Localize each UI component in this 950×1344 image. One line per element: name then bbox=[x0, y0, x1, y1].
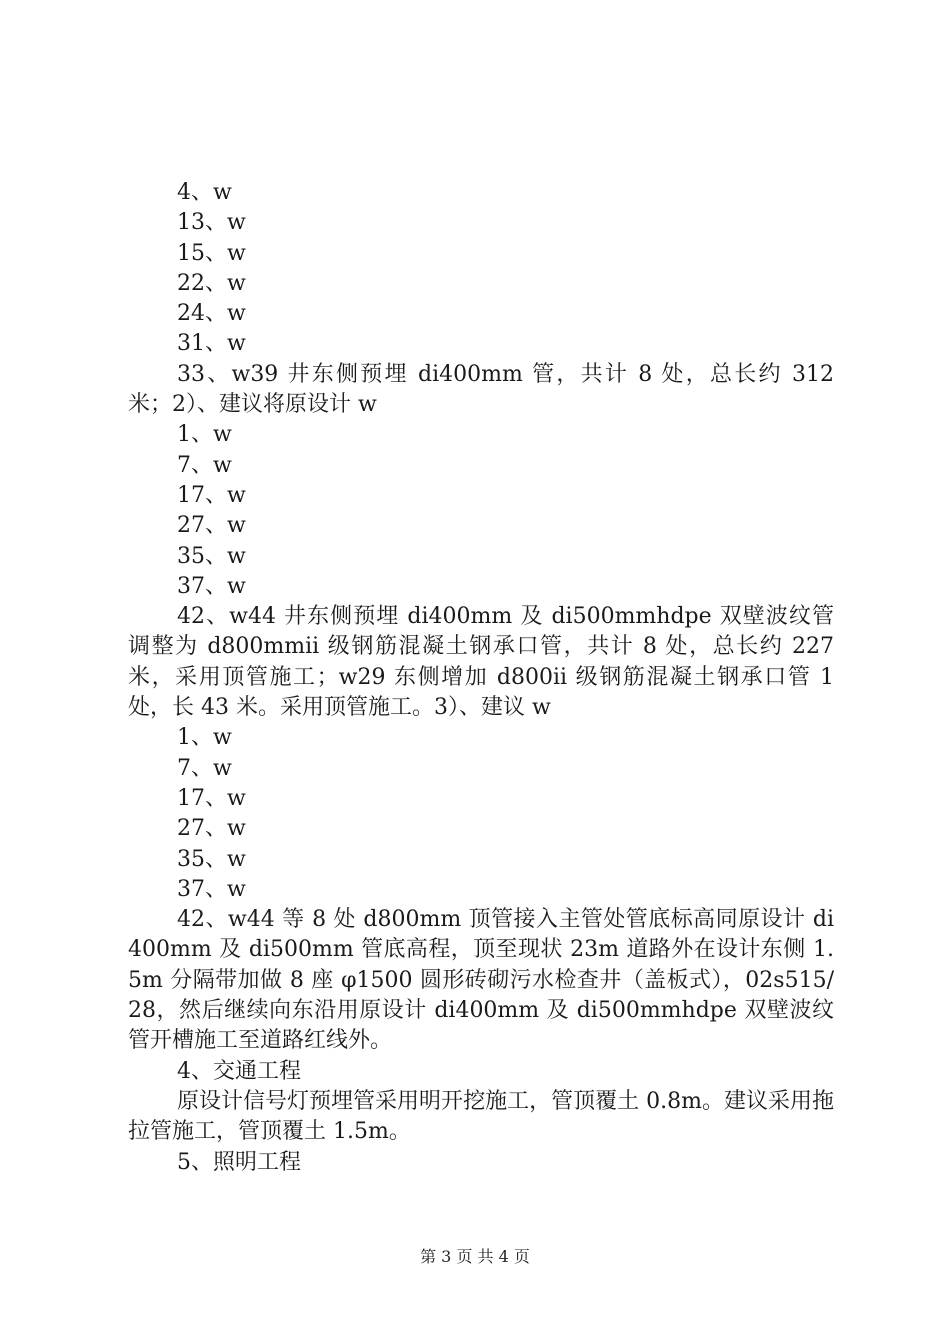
paragraph: 27、w bbox=[177, 816, 246, 842]
paragraph: 37、w bbox=[177, 876, 246, 902]
paragraph: 35、w bbox=[177, 846, 246, 872]
paragraph: 17、w bbox=[177, 482, 246, 508]
page-footer bbox=[0, 1244, 950, 1267]
paragraph: 17、w bbox=[177, 785, 246, 811]
paragraph: 1、w bbox=[177, 725, 232, 751]
paragraph: 15、w bbox=[177, 240, 246, 266]
paragraph: 4、w bbox=[177, 180, 232, 205]
paragraph: 33、w39 井东侧预埋 di400mm 管，共计 8 处，总长约 312 米；2）、建议将原设计 w bbox=[128, 361, 834, 418]
paragraph: 37、w bbox=[177, 573, 246, 599]
paragraph: 原设计信号灯预埋管采用明开挖施工，管顶覆土 0.8m。建议采用拖拉管施工，管顶覆土 1.5m。 bbox=[128, 1088, 834, 1145]
paragraph: 22、w bbox=[177, 270, 246, 296]
paragraph: 42、w44 等 8 处 d800mm 顶管接入主管处管底标高同原设计 di400mm 及 di500mm 管底高程，顶至现状 23m 道路外在设计东侧 1.5m 分隔带加做 8 座 φ1500 圆形砖砌污水检查井（盖板式），02s515/28，然后继续向东沿用原设计 di400mm 及 di500mmhdpe 双壁波纹管开槽施工至道路红线外。 bbox=[128, 907, 834, 1054]
paragraph: 4、交通工程 bbox=[177, 1058, 301, 1084]
paragraph: 1、w bbox=[177, 422, 232, 448]
paragraph: 7、w bbox=[177, 452, 232, 478]
document-body bbox=[128, 178, 834, 1178]
page-number: 第 3 页 共 4 页 bbox=[420, 1247, 530, 1266]
paragraph: 13、w bbox=[177, 210, 246, 236]
paragraph: 31、w bbox=[177, 331, 246, 357]
paragraph: 7、w bbox=[177, 755, 232, 781]
paragraph: 42、w44 井东侧预埋 di400mm 及 di500mmhdpe 双壁波纹管调整为 d800mmii 级钢筋混凝土钢承口管，共计 8 处，总长约 227 米，采用顶管施工；w29 东侧增加 d800ii 级钢筋混凝土钢承口管 1 处，长 43 米。采用顶管施工。3）、建议 w bbox=[128, 604, 834, 721]
paragraph: 35、w bbox=[177, 543, 246, 569]
paragraph: 5、照明工程 bbox=[177, 1149, 301, 1175]
paragraph: 24、w bbox=[177, 301, 246, 327]
paragraph: 27、w bbox=[177, 513, 246, 539]
